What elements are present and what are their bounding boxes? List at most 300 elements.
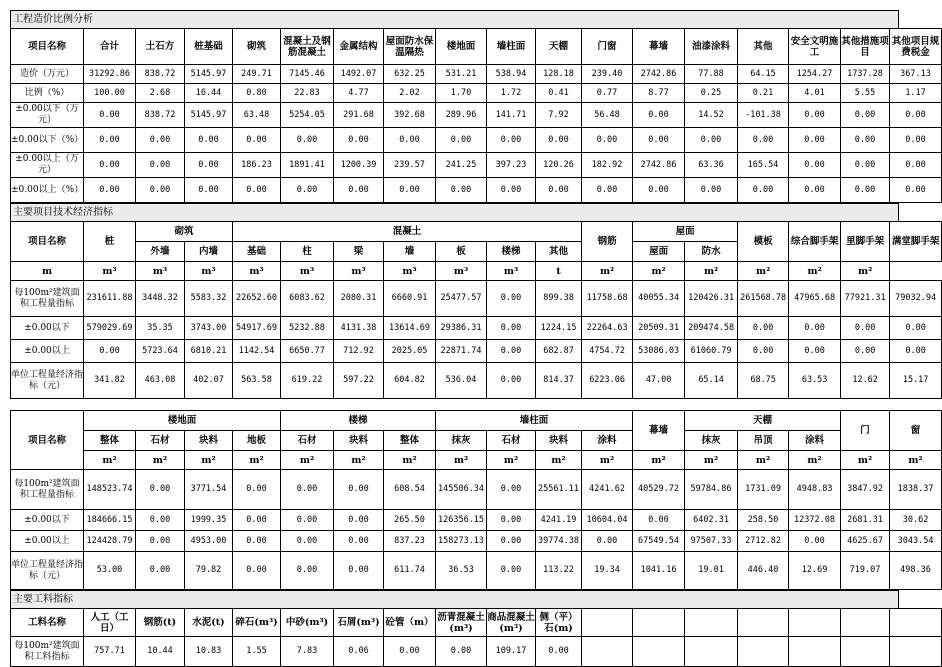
value-cell: 29386.31 — [436, 317, 487, 340]
value-cell: 838.72 — [136, 65, 185, 84]
value-cell: 109.17 — [487, 637, 536, 667]
value-cell: 5145.97 — [185, 103, 233, 128]
row-label: ±0.00以下 — [11, 510, 84, 531]
value-cell: 0.00 — [487, 363, 536, 399]
subheader-cell: 墙 — [384, 242, 436, 262]
header-cell: 楼地面 — [436, 29, 487, 65]
subheader-cell: 防水 — [685, 242, 738, 262]
value-cell: 3847.92 — [841, 470, 890, 510]
empty-cell — [633, 609, 685, 637]
table-row — [11, 103, 942, 128]
value-cell: 0.00 — [281, 128, 334, 153]
value-cell: 148523.74 — [84, 470, 136, 510]
value-cell: 0.00 — [334, 178, 384, 203]
group-concrete: 混凝土 — [233, 222, 582, 242]
value-cell: 0.00 — [841, 103, 890, 128]
subheader-cell: 块料 — [334, 431, 384, 451]
empty-cell — [685, 609, 738, 637]
value-cell: 4131.38 — [334, 317, 384, 340]
value-cell: 3743.00 — [185, 317, 233, 340]
value-cell: 5723.64 — [136, 340, 185, 363]
value-cell: 63.53 — [789, 363, 841, 399]
value-cell: 25477.57 — [436, 281, 487, 317]
value-cell: 0.00 — [789, 317, 841, 340]
value-cell: 0.00 — [436, 178, 487, 203]
value-cell: 0.00 — [136, 531, 185, 552]
value-cell: 367.13 — [890, 65, 942, 84]
value-cell: 538.94 — [487, 65, 536, 84]
unit-cell: m³ — [233, 262, 281, 281]
value-cell: 0.00 — [136, 153, 185, 178]
value-cell: 0.00 — [84, 103, 136, 128]
unit-cell: m³ — [185, 262, 233, 281]
value-cell: 3771.54 — [185, 470, 233, 510]
value-cell: 14.52 — [685, 103, 738, 128]
value-cell: 0.00 — [334, 510, 384, 531]
value-cell: 0.80 — [233, 84, 281, 103]
header-cell: 商品混凝土(m³) — [487, 609, 536, 637]
value-cell: 531.21 — [436, 65, 487, 84]
tech-econ-units-row — [11, 262, 942, 281]
value-cell: 757.71 — [84, 637, 136, 667]
value-cell: 77921.31 — [841, 281, 890, 317]
table-row — [11, 65, 942, 84]
value-cell: 63.48 — [233, 103, 281, 128]
value-cell: 165.54 — [738, 153, 789, 178]
value-cell: 0.00 — [738, 178, 789, 203]
value-cell: 2.02 — [384, 84, 436, 103]
value-cell: 128.18 — [536, 65, 582, 84]
value-cell: 258.50 — [738, 510, 789, 531]
value-cell: 0.00 — [890, 153, 942, 178]
value-cell: 0.00 — [536, 637, 582, 667]
col-formwork: 模板 — [738, 222, 789, 262]
value-cell: 0.00 — [841, 178, 890, 203]
value-cell: 97507.33 — [685, 531, 738, 552]
value-cell: 6083.62 — [281, 281, 334, 317]
value-cell: 0.00 — [789, 340, 841, 363]
value-cell: -101.38 — [738, 103, 789, 128]
value-cell: 604.82 — [384, 363, 436, 399]
header-cell: 碎石(m³) — [233, 609, 281, 637]
value-cell: 184666.15 — [84, 510, 136, 531]
table-row — [11, 470, 942, 510]
empty-cell — [841, 637, 890, 667]
value-cell: 1838.37 — [890, 470, 942, 510]
value-cell: 22264.63 — [582, 317, 633, 340]
value-cell: 53086.03 — [633, 340, 685, 363]
value-cell: 397.23 — [487, 153, 536, 178]
value-cell: 0.00 — [84, 128, 136, 153]
value-cell: 0.00 — [890, 178, 942, 203]
value-cell: 4.77 — [334, 84, 384, 103]
subheader-cell: 其他 — [536, 242, 582, 262]
value-cell: 0.00 — [536, 128, 582, 153]
empty-cell — [789, 609, 841, 637]
unit-cell: m² — [841, 262, 890, 281]
value-cell: 0.00 — [185, 153, 233, 178]
value-cell: 19.01 — [685, 552, 738, 590]
value-cell: 0.00 — [233, 531, 281, 552]
value-cell: 0.00 — [233, 128, 281, 153]
value-cell: 54917.69 — [233, 317, 281, 340]
subheader-cell: 石材 — [281, 431, 334, 451]
value-cell: 0.00 — [738, 340, 789, 363]
value-cell: 1041.16 — [633, 552, 685, 590]
header-cell: 石屑(m³) — [334, 609, 384, 637]
value-cell: 7145.46 — [281, 65, 334, 84]
value-cell: 2.68 — [136, 84, 185, 103]
value-cell: 231611.88 — [84, 281, 136, 317]
col-curtain-wall: 幕墙 — [633, 411, 685, 451]
table-row — [11, 153, 942, 178]
value-cell: 0.06 — [334, 637, 384, 667]
subheader-cell: 屋面 — [633, 242, 685, 262]
group-masonry: 砌筑 — [136, 222, 233, 242]
empty-cell — [582, 637, 633, 667]
value-cell: 536.04 — [436, 363, 487, 399]
empty-cell — [841, 609, 890, 637]
table-row — [11, 531, 942, 552]
empty-cell — [582, 609, 633, 637]
value-cell: 1224.15 — [536, 317, 582, 340]
value-cell: 35.35 — [136, 317, 185, 340]
unit-cell: m² — [487, 451, 536, 470]
value-cell: 0.00 — [233, 178, 281, 203]
value-cell: 12.62 — [841, 363, 890, 399]
value-cell: 498.36 — [890, 552, 942, 590]
value-cell: 0.00 — [136, 552, 185, 590]
cost-ratio-table — [10, 28, 942, 203]
value-cell: 0.00 — [789, 128, 841, 153]
value-cell: 209474.58 — [685, 317, 738, 340]
value-cell: 1999.35 — [185, 510, 233, 531]
row-label: ±0.00以下 — [11, 317, 84, 340]
value-cell: 67549.54 — [633, 531, 685, 552]
value-cell: 289.96 — [436, 103, 487, 128]
value-cell: 6402.31 — [685, 510, 738, 531]
value-cell: 0.00 — [136, 470, 185, 510]
value-cell: 838.72 — [136, 103, 185, 128]
value-cell: 2712.82 — [738, 531, 789, 552]
value-cell: 0.00 — [685, 128, 738, 153]
subheader-cell: 基础 — [233, 242, 281, 262]
empty-cell — [890, 609, 942, 637]
subheader-cell: 楼梯 — [487, 242, 536, 262]
unit-cell: t — [536, 262, 582, 281]
tech-econ-table — [10, 221, 942, 399]
row-label: ±0.00以下（万元） — [11, 103, 84, 128]
unit-cell: m² — [789, 451, 841, 470]
value-cell: 0.00 — [334, 470, 384, 510]
section-title-material: 主要工料指标 — [10, 590, 899, 608]
row-label: 比例（%） — [11, 84, 84, 103]
value-cell: 0.00 — [487, 317, 536, 340]
value-cell: 100.00 — [84, 84, 136, 103]
header-cell: 桩基础 — [185, 29, 233, 65]
value-cell: 2742.86 — [633, 153, 685, 178]
value-cell: 158273.13 — [436, 531, 487, 552]
value-cell: 56.48 — [582, 103, 633, 128]
value-cell: 632.25 — [384, 65, 436, 84]
value-cell: 239.40 — [582, 65, 633, 84]
header-cell: 其他 — [738, 29, 789, 65]
value-cell: 3043.54 — [890, 531, 942, 552]
header-cell: 沥青混凝土(m³) — [436, 609, 487, 637]
value-cell: 30.62 — [890, 510, 942, 531]
unit-cell: m² — [233, 451, 281, 470]
value-cell: 0.00 — [487, 470, 536, 510]
value-cell: 0.00 — [436, 128, 487, 153]
value-cell: 186.23 — [233, 153, 281, 178]
header-cell: 其他措施项目 — [841, 29, 890, 65]
value-cell: 124428.79 — [84, 531, 136, 552]
subheader-cell: 整体 — [84, 431, 136, 451]
value-cell: 59784.86 — [685, 470, 738, 510]
subheader-cell: 柱 — [281, 242, 334, 262]
value-cell: 837.23 — [384, 531, 436, 552]
subheader-cell: 块料 — [185, 431, 233, 451]
value-cell: 13614.69 — [384, 317, 436, 340]
finish-subheader-row — [11, 431, 942, 451]
value-cell: 0.00 — [281, 510, 334, 531]
value-cell: 5583.32 — [185, 281, 233, 317]
row-label: ±0.00以上 — [11, 340, 84, 363]
value-cell: 6650.77 — [281, 340, 334, 363]
value-cell: 0.00 — [890, 340, 942, 363]
value-cell: 1.70 — [436, 84, 487, 103]
value-cell: 31292.86 — [84, 65, 136, 84]
value-cell: 0.00 — [789, 153, 841, 178]
row-label: 单位工程量经济指标（元） — [11, 552, 84, 590]
value-cell: 0.00 — [685, 178, 738, 203]
value-cell: 1737.28 — [841, 65, 890, 84]
value-cell: 0.00 — [487, 510, 536, 531]
group-roof: 屋面 — [633, 222, 738, 242]
value-cell: 446.40 — [738, 552, 789, 590]
subheader-cell: 石材 — [487, 431, 536, 451]
empty-cell — [738, 637, 789, 667]
empty-cell — [633, 637, 685, 667]
material-data-row — [11, 637, 942, 667]
subheader-cell: 梁 — [334, 242, 384, 262]
value-cell: 0.00 — [487, 128, 536, 153]
value-cell: 4953.00 — [185, 531, 233, 552]
value-cell: 10604.04 — [582, 510, 633, 531]
header-cell: 砼管（m） — [384, 609, 436, 637]
col-full-scaffold: 满堂脚手架 — [890, 222, 942, 262]
value-cell: 22652.60 — [233, 281, 281, 317]
value-cell: 0.00 — [582, 178, 633, 203]
value-cell: 145506.34 — [436, 470, 487, 510]
table-row — [11, 178, 942, 203]
unit-cell: m² — [582, 262, 633, 281]
col-item-name: 项目名称 — [11, 222, 84, 262]
value-cell: 1142.54 — [233, 340, 281, 363]
value-cell: 239.57 — [384, 153, 436, 178]
value-cell: 5232.88 — [281, 317, 334, 340]
value-cell: 0.00 — [233, 470, 281, 510]
table-row — [11, 552, 942, 590]
value-cell: 0.00 — [890, 103, 942, 128]
value-cell: 0.00 — [281, 470, 334, 510]
value-cell: 463.08 — [136, 363, 185, 399]
section-title-tech-econ: 主要项目技术经济指标 — [10, 203, 899, 221]
value-cell: 0.00 — [84, 340, 136, 363]
value-cell: 0.00 — [136, 178, 185, 203]
value-cell: 0.00 — [890, 317, 942, 340]
header-cell: 土石方 — [136, 29, 185, 65]
header-cell: 其他项目规费税金 — [890, 29, 942, 65]
value-cell: 265.50 — [384, 510, 436, 531]
value-cell: 2080.31 — [334, 281, 384, 317]
unit-cell: m² — [582, 451, 633, 470]
value-cell: 1891.41 — [281, 153, 334, 178]
value-cell: 0.00 — [334, 531, 384, 552]
value-cell: 0.00 — [281, 178, 334, 203]
row-label: 造价（万元） — [11, 65, 84, 84]
value-cell: 39774.38 — [536, 531, 582, 552]
value-cell: 20509.31 — [633, 317, 685, 340]
value-cell: 0.00 — [890, 128, 942, 153]
row-label: 单位工程量经济指标（元） — [11, 363, 84, 399]
value-cell: 5145.97 — [185, 65, 233, 84]
subheader-cell: 板 — [436, 242, 487, 262]
value-cell: 2025.05 — [384, 340, 436, 363]
value-cell: 10.83 — [185, 637, 233, 667]
value-cell: 4.01 — [789, 84, 841, 103]
row-label: 每100m²建筑面积工程量指标 — [11, 281, 84, 317]
value-cell: 619.22 — [281, 363, 334, 399]
value-cell: 4241.19 — [536, 510, 582, 531]
value-cell: 0.21 — [738, 84, 789, 103]
value-cell: 1200.39 — [334, 153, 384, 178]
group-wall: 墙柱面 — [436, 411, 633, 431]
value-cell: 0.00 — [738, 317, 789, 340]
value-cell: 61060.79 — [685, 340, 738, 363]
value-cell: 4625.67 — [841, 531, 890, 552]
unit-cell: m³ — [436, 262, 487, 281]
value-cell: 712.92 — [334, 340, 384, 363]
value-cell: 4241.62 — [582, 470, 633, 510]
table-row — [11, 128, 942, 153]
value-cell: 0.00 — [789, 531, 841, 552]
unit-cell: m³ — [384, 262, 436, 281]
header-cell: 油漆涂料 — [685, 29, 738, 65]
unit-cell: m² — [685, 451, 738, 470]
value-cell: 0.00 — [633, 103, 685, 128]
value-cell: 0.00 — [436, 637, 487, 667]
col-inner-scaffold: 里脚手架 — [841, 222, 890, 262]
value-cell: 126356.15 — [436, 510, 487, 531]
value-cell: 53.00 — [84, 552, 136, 590]
value-cell: 7.83 — [281, 637, 334, 667]
value-cell: 0.00 — [384, 178, 436, 203]
unit-cell: m³ — [136, 262, 185, 281]
value-cell: 0.00 — [841, 128, 890, 153]
value-cell: 4948.83 — [789, 470, 841, 510]
value-cell: 0.00 — [487, 340, 536, 363]
value-cell: 79032.94 — [890, 281, 942, 317]
subheader-cell: 外墙 — [136, 242, 185, 262]
value-cell: 0.00 — [384, 637, 436, 667]
value-cell: 0.77 — [582, 84, 633, 103]
subheader-cell: 整体 — [384, 431, 436, 451]
empty-cell — [789, 637, 841, 667]
value-cell: 611.74 — [384, 552, 436, 590]
value-cell: 0.00 — [487, 178, 536, 203]
unit-cell: m² — [633, 262, 685, 281]
value-cell: 0.25 — [685, 84, 738, 103]
unit-cell: m² — [890, 451, 942, 470]
row-label: 每100m²建筑面积工料指标 — [11, 637, 84, 667]
value-cell: 113.22 — [536, 552, 582, 590]
value-cell: 2681.31 — [841, 510, 890, 531]
header-cell: 水泥(t) — [185, 609, 233, 637]
group-ceiling: 天棚 — [685, 411, 841, 431]
value-cell: 77.88 — [685, 65, 738, 84]
value-cell: 36.53 — [436, 552, 487, 590]
unit-cell: m² — [185, 451, 233, 470]
value-cell: 12.69 — [789, 552, 841, 590]
value-cell: 120.26 — [536, 153, 582, 178]
value-cell: 579029.69 — [84, 317, 136, 340]
value-cell: 0.00 — [633, 128, 685, 153]
value-cell: 0.00 — [233, 552, 281, 590]
unit-cell: m² — [738, 451, 789, 470]
value-cell: 249.71 — [233, 65, 281, 84]
value-cell: 3448.32 — [136, 281, 185, 317]
subheader-cell: 内墙 — [185, 242, 233, 262]
unit-cell: m² — [334, 451, 384, 470]
col-window: 窗 — [890, 411, 942, 451]
unit-cell: m² — [136, 451, 185, 470]
empty-cell — [685, 637, 738, 667]
value-cell: 392.68 — [384, 103, 436, 128]
value-cell: 0.00 — [185, 128, 233, 153]
value-cell: 0.00 — [136, 128, 185, 153]
value-cell: 0.00 — [185, 178, 233, 203]
value-cell: 40529.72 — [633, 470, 685, 510]
value-cell: 182.92 — [582, 153, 633, 178]
value-cell: 0.00 — [841, 153, 890, 178]
header-cell: 合计 — [84, 29, 136, 65]
subheader-cell: 抹灰 — [685, 431, 738, 451]
row-label: ±0.00以上（%） — [11, 178, 84, 203]
value-cell: 1492.07 — [334, 65, 384, 84]
value-cell: 47.00 — [633, 363, 685, 399]
unit-cell: m³ — [334, 262, 384, 281]
value-cell: 0.00 — [841, 317, 890, 340]
value-cell: 4754.72 — [582, 340, 633, 363]
header-cell: 砌筑 — [233, 29, 281, 65]
value-cell: 0.00 — [334, 552, 384, 590]
value-cell: 597.22 — [334, 363, 384, 399]
value-cell: 10.44 — [136, 637, 185, 667]
col-door: 门 — [841, 411, 890, 451]
value-cell: 0.00 — [136, 510, 185, 531]
subheader-cell: 块料 — [536, 431, 582, 451]
row-label: ±0.00以上（万元） — [11, 153, 84, 178]
value-cell: 402.07 — [185, 363, 233, 399]
value-cell: 25561.11 — [536, 470, 582, 510]
col-pile: 桩 — [84, 222, 136, 262]
value-cell: 8.77 — [633, 84, 685, 103]
header-cell: 天棚 — [536, 29, 582, 65]
value-cell: 899.38 — [536, 281, 582, 317]
value-cell: 1.72 — [487, 84, 536, 103]
header-cell: 混凝土及钢筋混凝土 — [281, 29, 334, 65]
